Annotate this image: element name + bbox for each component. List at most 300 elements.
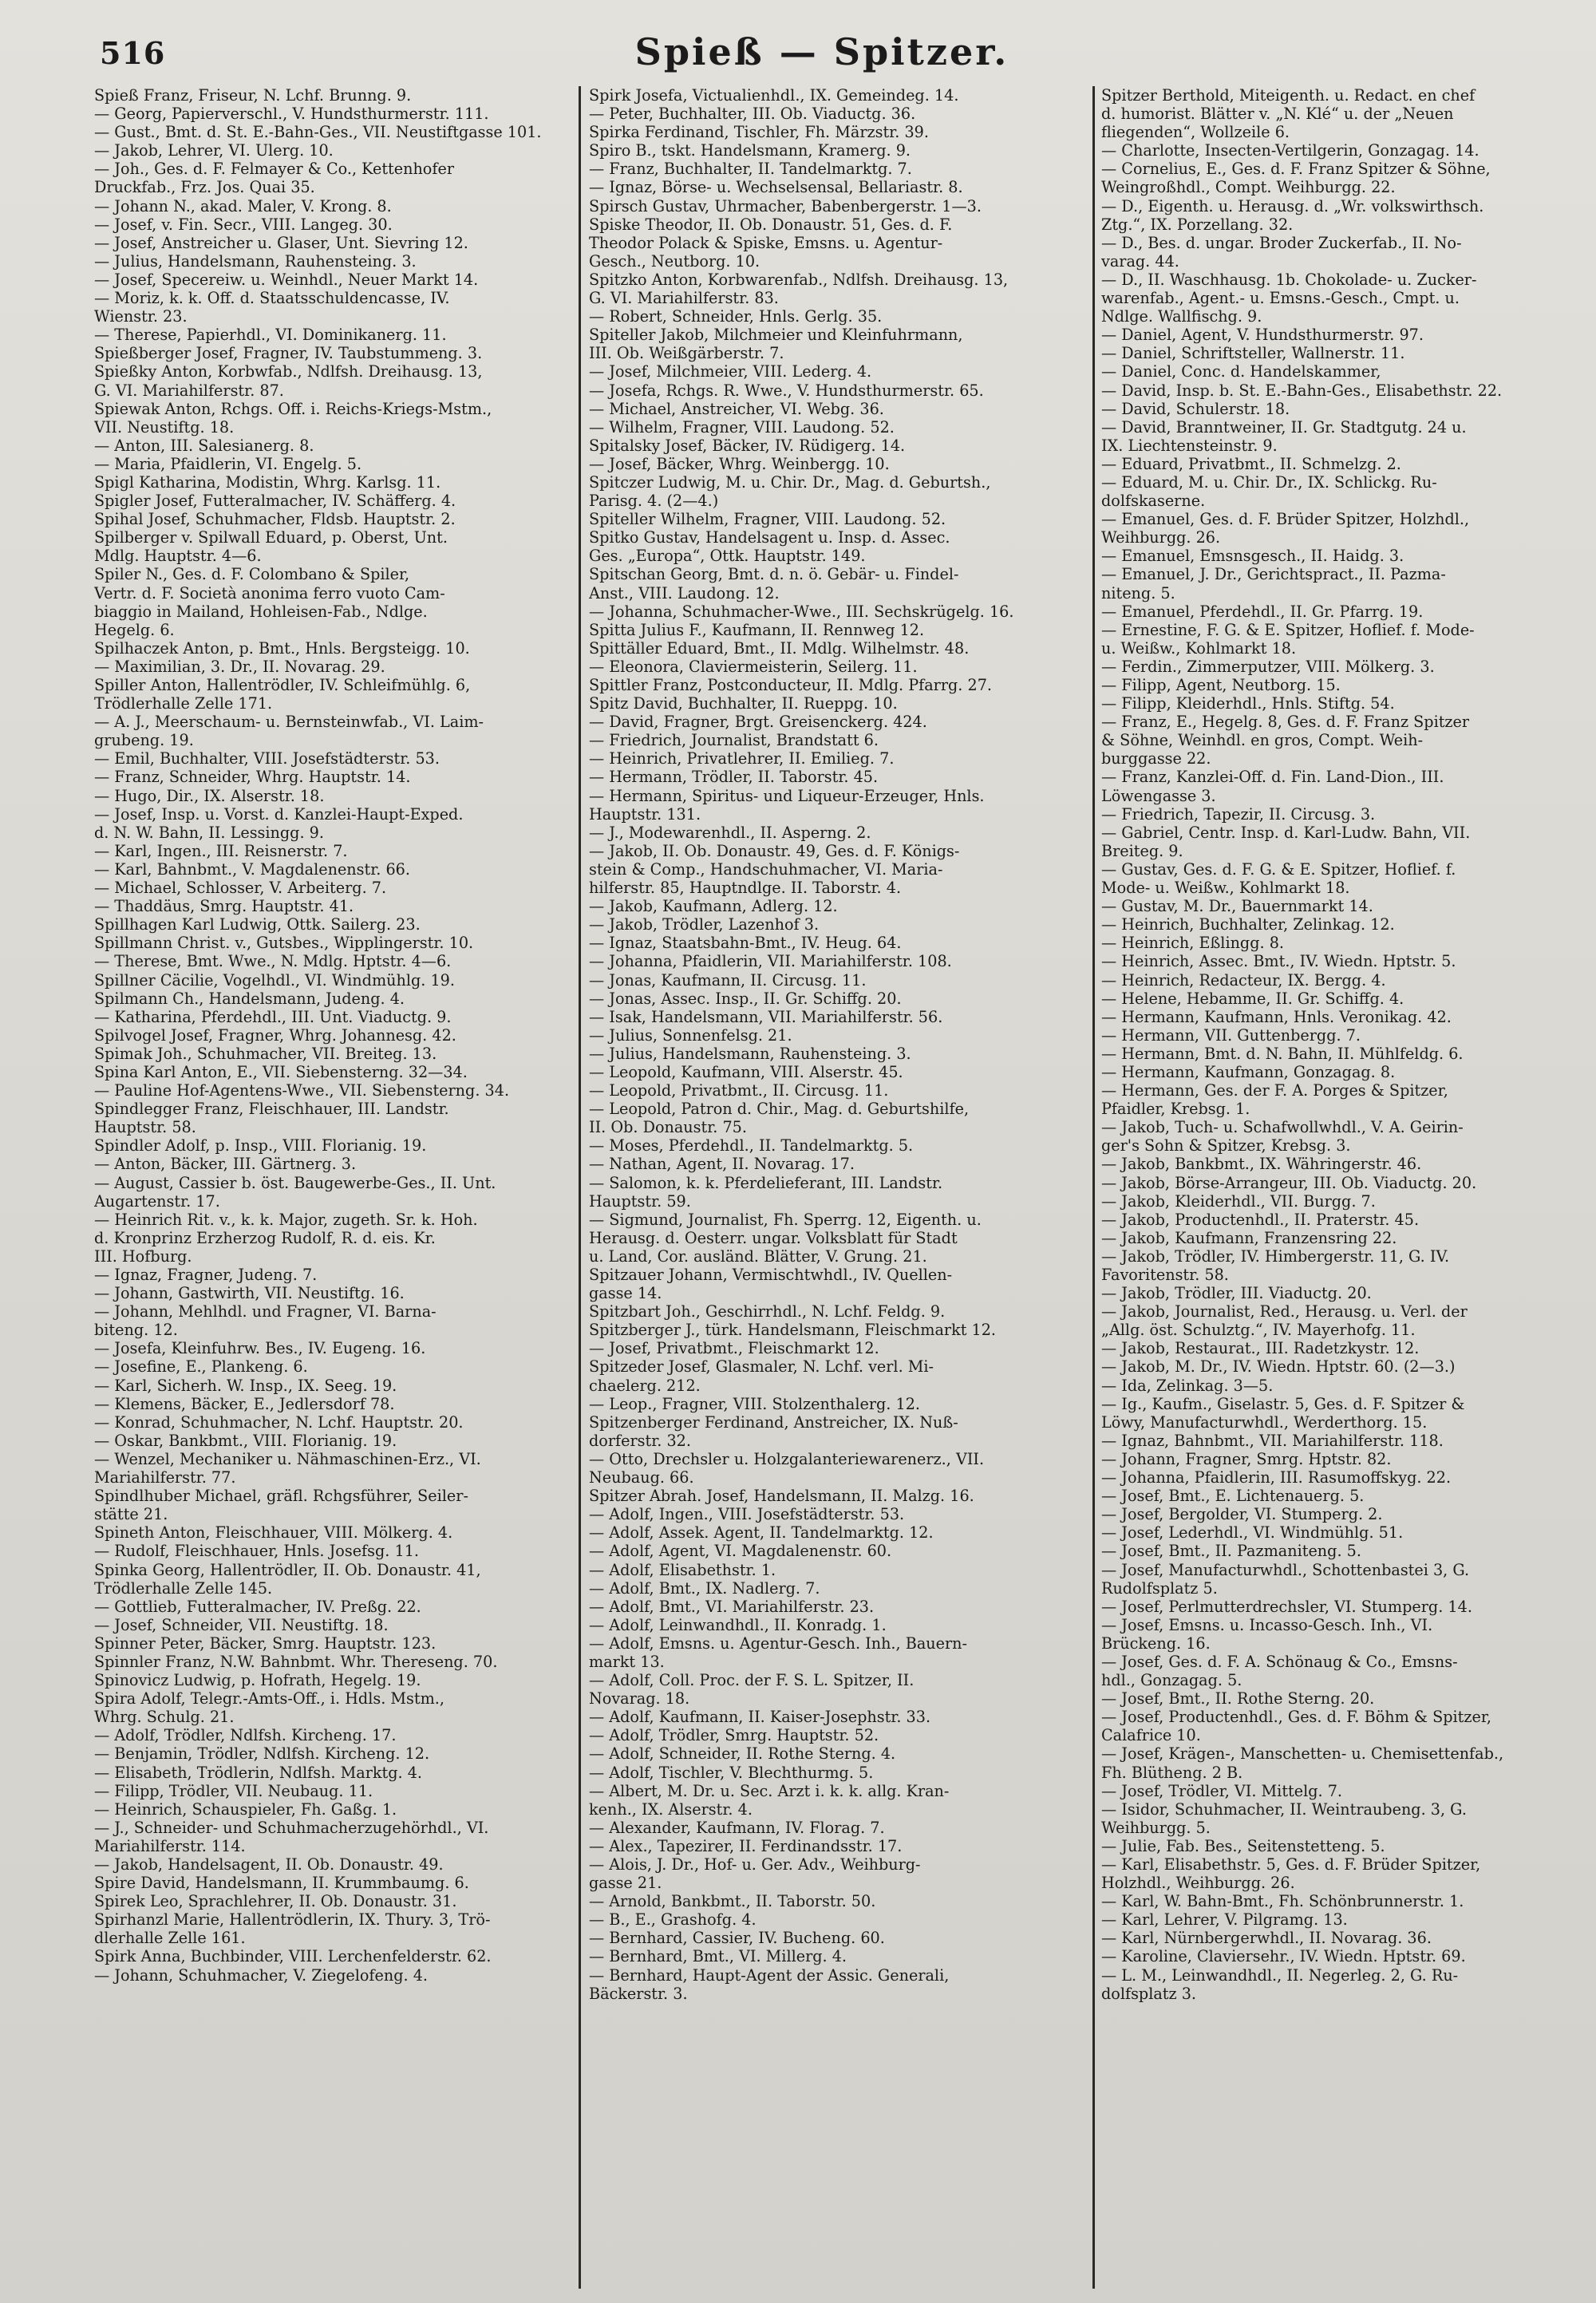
directory-entry: — Karl, Bahnbmt., V. Magdalenenstr. 66. xyxy=(94,859,410,879)
directory-entry: Spitzauer Johann, Vermischtwhdl., IV. Quellen- xyxy=(589,1266,953,1284)
directory-entry: d. Kronprinz Erzherzog Rudolf, R. d. eis. Kr. xyxy=(94,1228,436,1247)
directory-entry: — Alexander, Kaufmann, IV. Florag. 7. xyxy=(589,1818,885,1837)
directory-entry: — Jakob, Trödler, IV. Himbergerstr. 11, G. IV. xyxy=(1101,1246,1450,1266)
directory-entry: — Emanuel, Emsnsgesch., II. Haidg. 3. xyxy=(1101,547,1404,566)
column-divider xyxy=(579,86,581,2289)
directory-entry: Rudolfsplatz 5. xyxy=(1101,1578,1218,1598)
directory-entry: — Jakob, M. Dr., IV. Wiedn. Hptstr. 60. (2—3.) xyxy=(1101,1357,1456,1377)
directory-entry: — Karl, Ingen., III. Reisnerstr. 7. xyxy=(94,841,348,860)
directory-entry: — Johann N., akad. Maler, V. Krong. 8. xyxy=(94,196,392,215)
directory-entry: — Ignaz, Staatsbahn-Bmt., IV. Heug. 64. xyxy=(589,934,902,953)
directory-entry: — Hermann, Ges. der F. A. Porges & Spitzer, xyxy=(1101,1081,1448,1100)
directory-entry: — Heinrich, Schauspieler, Fh. Gaßg. 1. xyxy=(94,1799,397,1819)
directory-entry: — Ferdin., Zimmerputzer, VIII. Mölkerg. 3. xyxy=(1101,657,1435,676)
directory-entry: — Julius, Sonnenfelsg. 21. xyxy=(589,1025,792,1045)
directory-entry: — Daniel, Schriftsteller, Wallnerstr. 11. xyxy=(1101,344,1405,363)
directory-entry: Spigler Josef, Futteralmacher, IV. Schäfferg. 4. xyxy=(94,492,456,511)
directory-entry: Spitczer Ludwig, M. u. Chir. Dr., Mag. d. Geburtsh., xyxy=(589,472,991,492)
directory-entry: warenfab., Agent.- u. Emsns.-Gesch., Cmpt. u. xyxy=(1101,289,1460,308)
directory-entry: Parisg. 4. (2—4.) xyxy=(589,492,719,511)
directory-entry: Spitzberger J., türk. Handelsmann, Fleischmarkt 12. xyxy=(589,1321,997,1340)
columns xyxy=(94,86,1594,2289)
directory-entry: — Josef, Milchmeier, VIII. Lederg. 4. xyxy=(589,362,872,381)
directory-entry: — Jakob, Kleiderhdl., VII. Burgg. 7. xyxy=(1101,1191,1376,1211)
directory-entry: — Heinrich, Eßlingg. 8. xyxy=(1101,934,1285,953)
directory-entry: — Josef, Krägen-, Manschetten- u. Chemisettenfab., xyxy=(1101,1744,1504,1764)
directory-entry: — Franz, Buchhalter, II. Tandelmarktg. 7. xyxy=(589,160,912,179)
directory-entry: — Johanna, Pfaidlerin, III. Rasumoffskyg. 22. xyxy=(1101,1468,1452,1487)
directory-entry: Ztg.“, IX. Porzellang. 32. xyxy=(1101,215,1294,234)
directory-entry: III. Hofburg. xyxy=(94,1246,192,1266)
directory-entry: Spilmann Ch., Handelsmann, Judeng. 4. xyxy=(94,989,405,1008)
directory-entry: dolfsplatz 3. xyxy=(1101,1984,1197,2003)
directory-entry: Spina Karl Anton, E., VII. Siebensterng. 32—34. xyxy=(94,1062,468,1081)
directory-entry: Spitz David, Buchhalter, II. Rueppg. 10. xyxy=(589,694,898,713)
directory-entry: — Adolf, Bmt., VI. Mariahilferstr. 23. xyxy=(589,1597,875,1616)
directory-entry: Neubaug. 66. xyxy=(589,1468,694,1487)
directory-entry: — Emanuel, J. Dr., Gerichtspract., II. Pazma- xyxy=(1101,565,1446,584)
directory-entry: — Karl, Lehrer, V. Pilgramg. 13. xyxy=(1101,1910,1348,1930)
directory-entry: burggasse 22. xyxy=(1101,749,1211,768)
directory-entry: — Jakob, Kaufmann, Adlerg. 12. xyxy=(589,897,838,916)
directory-entry: Hauptstr. 58. xyxy=(94,1118,196,1137)
directory-entry: — Georg, Papierverschl., V. Hundsthurmerstr. 111. xyxy=(94,105,489,124)
column-3 xyxy=(1101,86,1590,2289)
directory-entry: — Ernestine, F. G. & E. Spitzer, Hoflief. f. Mode- xyxy=(1101,620,1475,639)
directory-entry: — Ig., Kaufm., Giselastr. 5, Ges. d. F. Spitzer & xyxy=(1101,1394,1465,1413)
directory-entry: — Rudolf, Fleischhauer, Hnls. Josefsg. 11. xyxy=(94,1542,420,1561)
directory-entry: — Michael, Anstreicher, VI. Webg. 36. xyxy=(589,399,884,418)
directory-entry: — Adolf, Trödler, Ndlfsh. Kircheng. 17. xyxy=(94,1726,397,1745)
directory-entry: — Jakob, Tuch- u. Schafwollwhdl., V. A. Geirin- xyxy=(1101,1118,1464,1137)
directory-entry: — Eleonora, Claviermeisterin, Seilerg. 11. xyxy=(589,657,918,676)
directory-entry: Hauptstr. 59. xyxy=(589,1191,691,1211)
directory-entry: — Moses, Pferdehdl., II. Tandelmarktg. 5. xyxy=(589,1136,914,1155)
directory-entry: — Anton, III. Salesianerg. 8. xyxy=(94,436,314,455)
directory-entry: & Söhne, Weinhdl. en gros, Compt. Weih- xyxy=(1101,731,1424,750)
directory-entry: — Gottlieb, Futteralmacher, IV. Preßg. 22. xyxy=(94,1597,421,1616)
directory-entry: — Franz, Schneider, Whrg. Hauptstr. 14. xyxy=(94,768,411,787)
directory-entry: G. VI. Mariahilferstr. 87. xyxy=(94,381,284,400)
directory-entry: Spinner Peter, Bäcker, Smrg. Hauptstr. 123. xyxy=(94,1633,437,1653)
directory-entry: — Josefa, Rchgs. R. Wwe., V. Hundsthurmerstr. 65. xyxy=(589,381,984,400)
directory-entry: Spitalsky Josef, Bäcker, IV. Rüdigerg. 14. xyxy=(589,436,906,455)
directory-entry: dorferstr. 32. xyxy=(589,1431,691,1450)
directory-entry: Hegelg. 6. xyxy=(94,620,175,639)
directory-entry: Druckfab., Frz. Jos. Quai 35. xyxy=(94,178,315,197)
directory-entry: — Johann, Schuhmacher, V. Ziegelofeng. 4. xyxy=(94,1965,429,1985)
directory-entry: Whrg. Schulg. 21. xyxy=(94,1708,235,1727)
directory-entry: biteng. 12. xyxy=(94,1321,178,1340)
directory-entry: — Johann, Fragner, Smrg. Hptstr. 82. xyxy=(1101,1449,1392,1468)
directory-entry: Anst., VIII. Laudong. 12. xyxy=(589,583,780,602)
directory-entry: — Karoline, Claviersehr., IV. Wiedn. Hptstr. 69. xyxy=(1101,1947,1466,1966)
directory-entry: Hauptstr. 131. xyxy=(589,804,701,824)
directory-entry: — Thaddäus, Smrg. Hauptstr. 41. xyxy=(94,897,354,916)
directory-entry: — Emanuel, Pferdehdl., II. Gr. Pfarrg. 19. xyxy=(1101,602,1424,621)
directory-entry: — Cornelius, E., Ges. d. F. Franz Spitzer & Söhne, xyxy=(1101,160,1491,179)
directory-entry: — Filipp, Trödler, VII. Neubaug. 11. xyxy=(94,1781,373,1800)
directory-entry: — Otto, Drechsler u. Holzgalanteriewarenerz., VII. xyxy=(589,1449,985,1468)
directory-entry: — Josefa, Kleinfuhrw. Bes., IV. Eugeng. 16. xyxy=(94,1339,426,1358)
directory-entry: — Adolf, Emsns. u. Agentur-Gesch. Inh., Bauern- xyxy=(589,1633,968,1653)
directory-entry: — Oskar, Bankbmt., VIII. Florianig. 19. xyxy=(94,1431,397,1450)
directory-entry: dolfskaserne. xyxy=(1101,492,1206,511)
directory-entry: — Jakob, Bankbmt., IX. Währingerstr. 46. xyxy=(1101,1155,1422,1174)
directory-entry: — Ida, Zelinkag. 3—5. xyxy=(1101,1376,1274,1395)
directory-entry: Spindlhuber Michael, gräfl. Rchgsführer, Seiler- xyxy=(94,1487,468,1506)
directory-entry: — Jakob, Börse-Arrangeur, III. Ob. Viaductg. 20. xyxy=(1101,1173,1477,1192)
directory-entry: Spiewak Anton, Rchgs. Off. i. Reichs-Kriegs-Mstm., xyxy=(94,399,492,418)
directory-entry: Spira Adolf, Telegr.-Amts-Off., i. Hdls. Mstm., xyxy=(94,1689,444,1708)
directory-entry: — Adolf, Schneider, II. Rothe Sterng. 4. xyxy=(589,1744,896,1764)
directory-entry: — Pauline Hof-Agentens-Wwe., VII. Siebensterng. 34. xyxy=(94,1081,510,1100)
directory-entry: — Adolf, Agent, VI. Magdalenenstr. 60. xyxy=(589,1542,892,1561)
directory-entry: — Julius, Handelsmann, Rauhensteing. 3. xyxy=(94,251,417,271)
directory-entry: Spinka Georg, Hallentrödler, II. Ob. Donaustr. 41, xyxy=(94,1560,481,1579)
directory-entry: — Josef, Bmt., II. Pazmaniteng. 5. xyxy=(1101,1542,1361,1561)
directory-entry: Spirk Anna, Buchbinder, VIII. Lerchenfelderstr. 62. xyxy=(94,1947,492,1966)
directory-entry: — D., Eigenth. u. Herausg. d. „Wr. volkswirthsch. xyxy=(1101,196,1484,215)
directory-entry: — Sigmund, Journalist, Fh. Sperrg. 12, Eigenth. u. xyxy=(589,1210,982,1229)
directory-entry: — David, Schulerstr. 18. xyxy=(1101,399,1290,418)
directory-entry: Spiller Anton, Hallentrödler, IV. Schleifmühlg. 6, xyxy=(94,676,471,694)
directory-entry: — Adolf, Ingen., VIII. Josefstädterstr. 53. xyxy=(589,1505,905,1524)
directory-entry: — Hermann, Bmt. d. N. Bahn, II. Mühlfeldg. 6. xyxy=(1101,1044,1464,1063)
directory-entry: Spitschan Georg, Bmt. d. n. ö. Gebär- u. Findel- xyxy=(589,565,959,584)
directory-entry: — Heinrich, Privatlehrer, II. Emilieg. 7. xyxy=(589,749,895,768)
directory-entry: Spiro B., tskt. Handelsmann, Kramerg. 9. xyxy=(589,141,911,160)
directory-entry: Spirka Ferdinand, Tischler, Fh. Märzstr. 39. xyxy=(589,123,929,142)
directory-entry: Spihal Josef, Schuhmacher, Fldsb. Hauptstr. 2. xyxy=(94,510,456,529)
directory-entry: Vertr. d. F. Società anonima ferro vuoto Cam- xyxy=(94,583,445,602)
directory-entry: — Johanna, Schuhmacher-Wwe., III. Sechskrügelg. 16. xyxy=(589,602,1014,621)
directory-entry: hilferstr. 85, Hauptndlge. II. Taborstr. 4. xyxy=(589,879,902,898)
directory-entry: Spirk Josefa, Victualienhdl., IX. Gemeindeg. 14. xyxy=(589,86,959,105)
directory-entry: — Friedrich, Tapezir, II. Circusg. 3. xyxy=(1101,804,1376,824)
column-2 xyxy=(589,86,1085,2289)
directory-entry: — Bernhard, Bmt., VI. Millerg. 4. xyxy=(589,1947,847,1966)
directory-entry: — Jonas, Kaufmann, II. Circusg. 11. xyxy=(589,970,867,990)
directory-entry: Spirsch Gustav, Uhrmacher, Babenbergerstr. 1—3. xyxy=(589,196,982,215)
directory-entry: — Josef, Perlmutterdrechsler, VI. Stumperg. 14. xyxy=(1101,1597,1472,1616)
directory-entry: — Isidor, Schuhmacher, II. Weintraubeng. 3, G. xyxy=(1101,1799,1467,1819)
directory-entry: Spimak Joh., Schuhmacher, VII. Breiteg. 13. xyxy=(94,1044,437,1063)
directory-entry: Spillmann Christ. v., Gutsbes., Wipplingerstr. 10. xyxy=(94,934,474,953)
directory-entry: — Josef, Ges. d. F. A. Schönaug & Co., Emsns- xyxy=(1101,1652,1458,1671)
directory-entry: Weihburgg. 26. xyxy=(1101,528,1221,547)
directory-entry: — Julius, Handelsmann, Rauhensteing. 3. xyxy=(589,1044,911,1063)
directory-entry: — Adolf, Coll. Proc. der F. S. L. Spitzer, II. xyxy=(589,1671,915,1690)
directory-entry: — Peter, Buchhalter, III. Ob. Viaductg. 36. xyxy=(589,105,916,124)
directory-entry: — Josef, Privatbmt., Fleischmarkt 12. xyxy=(589,1339,879,1358)
directory-entry: ger's Sohn & Spitzer, Krebsg. 3. xyxy=(1101,1136,1351,1155)
directory-entry: G. VI. Mariahilferstr. 83. xyxy=(589,289,779,308)
directory-entry: Spirek Leo, Sprachlehrer, II. Ob. Donaustr. 31. xyxy=(94,1892,457,1911)
directory-entry: — August, Cassier b. öst. Baugewerbe-Ges., II. Unt. xyxy=(94,1173,496,1192)
directory-entry: Spitzenberger Ferdinand, Anstreicher, IX. Nuß- xyxy=(589,1412,958,1432)
directory-entry: Spinnler Franz, N.W. Bahnbmt. Whr. Thereseng. 70. xyxy=(94,1652,498,1671)
directory-entry: kenh., IX. Alserstr. 4. xyxy=(589,1799,753,1819)
directory-entry: — David, Branntweiner, II. Gr. Stadtgutg. 24 u. xyxy=(1101,417,1467,437)
directory-entry: — Josef, Bergolder, VI. Stumperg. 2. xyxy=(1101,1505,1383,1524)
directory-entry: — Ignaz, Fragner, Judeng. 7. xyxy=(94,1266,318,1284)
directory-entry: Spillhagen Karl Ludwig, Ottk. Sailerg. 23. xyxy=(94,915,421,934)
directory-entry: — Benjamin, Trödler, Ndlfsh. Kircheng. 12. xyxy=(94,1744,430,1764)
directory-entry: — Julie, Fab. Bes., Seitenstetteng. 5. xyxy=(1101,1836,1385,1855)
directory-entry: — Karl, W. Bahn-Bmt., Fh. Schönbrunnerstr. 1. xyxy=(1101,1892,1464,1911)
directory-entry: Weingroßhdl., Compt. Weihburgg. 22. xyxy=(1101,178,1396,197)
directory-entry: — Heinrich, Redacteur, IX. Bergg. 4. xyxy=(1101,970,1386,990)
directory-entry: stein & Comp., Handschuhmacher, VI. Maria- xyxy=(589,859,943,879)
directory-entry: Augartenstr. 17. xyxy=(94,1191,220,1211)
directory-entry: Spießky Anton, Korbwfab., Ndlfsh. Dreihausg. 13, xyxy=(94,362,483,381)
directory-entry: stätte 21. xyxy=(94,1505,168,1524)
directory-entry: — Albert, M. Dr. u. Sec. Arzt i. k. k. allg. Kran- xyxy=(589,1781,950,1800)
directory-entry: — Maximilian, 3. Dr., II. Novarag. 29. xyxy=(94,657,385,676)
directory-entry: Spilvogel Josef, Fragner, Whrg. Johannesg. 42. xyxy=(94,1025,456,1045)
directory-entry: Ges. „Europa“, Ottk. Hauptstr. 149. xyxy=(589,547,866,566)
directory-entry: — Eduard, Privatbmt., II. Schmelzg. 2. xyxy=(1101,454,1401,473)
directory-entry: — Klemens, Bäcker, E., Jedlersdorf 78. xyxy=(94,1394,395,1413)
directory-entry: u. Weißw., Kohlmarkt 18. xyxy=(1101,638,1297,658)
directory-entry: — Charlotte, Insecten-Vertilgerin, Gonzagag. 14. xyxy=(1101,141,1479,160)
directory-entry: — Bernhard, Haupt-Agent der Assic. Generali, xyxy=(589,1965,950,1985)
directory-entry: — Jakob, Productenhdl., II. Praterstr. 45. xyxy=(1101,1210,1420,1229)
directory-entry: — Josef, Productenhdl., Ges. d. F. Böhm & Spitzer, xyxy=(1101,1708,1491,1727)
directory-entry: Spiteller Jakob, Milchmeier und Kleinfuhrmann, xyxy=(589,326,963,345)
directory-entry: — Isak, Handelsmann, VII. Mariahilferstr. 56. xyxy=(589,1007,943,1026)
directory-entry: „Allg. öst. Schulztg.“, IV. Mayerhofg. 11. xyxy=(1101,1321,1416,1340)
directory-entry: — Maria, Pfaidlerin, VI. Engelg. 5. xyxy=(94,454,362,473)
directory-entry: — Adolf, Elisabethstr. 1. xyxy=(589,1560,776,1579)
directory-entry: Spilhaczek Anton, p. Bmt., Hnls. Bergsteigg. 10. xyxy=(94,638,470,658)
directory-entry: Fh. Blütheng. 2 B. xyxy=(1101,1763,1243,1782)
directory-entry: — Daniel, Agent, V. Hundsthurmerstr. 97. xyxy=(1101,326,1424,345)
directory-entry: Spiler N., Ges. d. F. Colombano & Spiler, xyxy=(94,565,410,584)
directory-entry: — Josef, Specereiw. u. Weinhdl., Neuer Markt 14. xyxy=(94,270,479,289)
directory-entry: Spindlegger Franz, Fleischhauer, III. Landstr. xyxy=(94,1100,449,1119)
directory-entry: Mdlg. Hauptstr. 4—6. xyxy=(94,547,262,566)
directory-entry: Spittler Franz, Postconducteur, II. Mdlg. Pfarrg. 27. xyxy=(589,676,993,694)
directory-entry: — Jakob, Restaurat., III. Radetzkystr. 12. xyxy=(1101,1339,1420,1358)
directory-entry: varag. 44. xyxy=(1101,251,1179,271)
directory-entry: — Gust., Bmt. d. St. E.-Bahn-Ges., VII. Neustiftgasse 101. xyxy=(94,123,542,142)
directory-entry: — Heinrich, Buchhalter, Zelinkag. 12. xyxy=(1101,915,1395,934)
directory-entry: — Arnold, Bankbmt., II. Taborstr. 50. xyxy=(589,1892,876,1911)
directory-entry: — J., Schneider- und Schuhmacherzugehörhdl., VI. xyxy=(94,1818,489,1837)
directory-entry: — Josef, Bmt., II. Rothe Sterng. 20. xyxy=(1101,1689,1375,1708)
directory-entry: — Filipp, Agent, Neutborg. 15. xyxy=(1101,676,1341,694)
directory-entry: — David, Fragner, Brgt. Greisenckerg. 424. xyxy=(589,713,927,732)
directory-entry: II. Ob. Donaustr. 75. xyxy=(589,1118,747,1137)
directory-entry: Spinovicz Ludwig, p. Hofrath, Hegelg. 19. xyxy=(94,1671,421,1690)
directory-entry: gasse 14. xyxy=(589,1284,662,1303)
directory-entry: — Heinrich, Assec. Bmt., IV. Wiedn. Hptstr. 5. xyxy=(1101,952,1456,971)
directory-entry: — Therese, Papierhdl., VI. Dominikanerg. 11. xyxy=(94,326,447,345)
directory-entry: — Adolf, Trödler, Smrg. Hauptstr. 52. xyxy=(589,1726,879,1745)
directory-entry: Holzhdl., Weihburgg. 26. xyxy=(1101,1874,1295,1893)
directory-entry: Mariahilferstr. 114. xyxy=(94,1836,246,1855)
directory-entry: — Heinrich Rit. v., k. k. Major, zugeth. Sr. k. Hoh. xyxy=(94,1210,478,1229)
directory-entry: — D., Bes. d. ungar. Broder Zuckerfab., II. No- xyxy=(1101,233,1462,252)
directory-entry: — Jakob, II. Ob. Donaustr. 49, Ges. d. F. Königs- xyxy=(589,841,960,860)
directory-entry: — Elisabeth, Trödlerin, Ndlfsh. Marktg. 4. xyxy=(94,1763,423,1782)
directory-entry: — Konrad, Schuhmacher, N. Lchf. Hauptstr. 20. xyxy=(94,1412,464,1432)
directory-entry: — Michael, Schlosser, V. Arbeiterg. 7. xyxy=(94,879,387,898)
directory-entry: — Jakob, Trödler, III. Viaductg. 20. xyxy=(1101,1284,1372,1303)
directory-entry: VII. Neustiftg. 18. xyxy=(94,417,235,437)
directory-entry: — Adolf, Kaufmann, II. Kaiser-Josephstr. 33. xyxy=(589,1708,931,1727)
directory-entry: Löwengasse 3. xyxy=(1101,786,1216,805)
directory-entry: Spießberger Josef, Fragner, IV. Taubstummeng. 3. xyxy=(94,344,483,363)
directory-entry: — Helene, Hebamme, II. Gr. Schiffg. 4. xyxy=(1101,989,1404,1008)
page-header xyxy=(100,30,1544,78)
directory-entry: — B., E., Grashofg. 4. xyxy=(589,1910,757,1930)
directory-entry: u. Land, Cor. ausländ. Blätter, V. Grung. 21. xyxy=(589,1246,927,1266)
directory-entry: Spitzbart Joh., Geschirrhdl., N. Lchf. Feldg. 9. xyxy=(589,1302,946,1321)
directory-entry: Spieß Franz, Friseur, N. Lchf. Brunng. 9. xyxy=(94,86,412,105)
directory-entry: — D., II. Waschhausg. 1b. Chokolade- u. Zucker- xyxy=(1101,270,1477,289)
directory-entry: — Johann, Gastwirth, VII. Neustiftg. 16. xyxy=(94,1284,405,1303)
directory-entry: — Katharina, Pferdehdl., III. Unt. Viaductg. 9. xyxy=(94,1007,452,1026)
directory-entry: — Hugo, Dir., IX. Alserstr. 18. xyxy=(94,786,325,805)
directory-entry: — Wilhelm, Fragner, VIII. Laudong. 52. xyxy=(589,417,895,437)
column-1 xyxy=(94,86,571,2289)
directory-entry: — Therese, Bmt. Wwe., N. Mdlg. Hptstr. 4—6. xyxy=(94,952,452,971)
directory-entry: Gesch., Neutborg. 10. xyxy=(589,251,760,271)
directory-entry: Spillner Cäcilie, Vogelhdl., VI. Windmühlg. 19. xyxy=(94,970,455,990)
directory-entry: — Jakob, Journalist, Red., Herausg. u. Verl. der xyxy=(1101,1302,1468,1321)
directory-entry: — Adolf, Leinwandhdl., II. Konradg. 1. xyxy=(589,1615,887,1634)
directory-entry: III. Ob. Weißgärberstr. 7. xyxy=(589,344,784,363)
directory-entry: — Jakob, Handelsagent, II. Ob. Donaustr. 49. xyxy=(94,1855,444,1874)
directory-entry: Calafrice 10. xyxy=(1101,1726,1201,1745)
page-number: 516 xyxy=(100,35,166,71)
directory-entry: — Eduard, M. u. Chir. Dr., IX. Schlickg. Ru- xyxy=(1101,472,1437,492)
directory-entry: Mode- u. Weißw., Kohlmarkt 18. xyxy=(1101,879,1350,898)
directory-entry: — Nathan, Agent, II. Novarag. 17. xyxy=(589,1155,855,1174)
directory-entry: Spitko Gustav, Handelsagent u. Insp. d. Assec. xyxy=(589,528,950,547)
directory-entry: — Jakob, Lehrer, VI. Ulerg. 10. xyxy=(94,141,334,160)
directory-entry: Trödlerhalle Zelle 145. xyxy=(94,1578,273,1598)
directory-entry: Herausg. d. Oesterr. ungar. Volksblatt für Stadt xyxy=(589,1228,958,1247)
directory-entry: — Hermann, Trödler, II. Taborstr. 45. xyxy=(589,768,879,787)
directory-entry: — Jakob, Kaufmann, Franzensring 22. xyxy=(1101,1228,1397,1247)
directory-entry: Spire David, Handelsmann, II. Krummbaumg. 6. xyxy=(94,1874,469,1893)
directory-entry: — Hermann, Kaufmann, Gonzagag. 8. xyxy=(1101,1062,1396,1081)
directory-entry: — Alex., Tapezirer, II. Ferdinandsstr. 17. xyxy=(589,1836,903,1855)
directory-entry: Spineth Anton, Fleischhauer, VIII. Mölkerg. 4. xyxy=(94,1523,453,1543)
directory-entry: Spitzko Anton, Korbwarenfab., Ndlfsh. Dreihausg. 13, xyxy=(589,270,1009,289)
directory-entry: — Josef, Anstreicher u. Glaser, Unt. Sievring 12. xyxy=(94,233,468,252)
directory-entry: Spindler Adolf, p. Insp., VIII. Florianig. 19. xyxy=(94,1136,427,1155)
directory-entry: Mariahilferstr. 77. xyxy=(94,1468,236,1487)
directory-entry: Trödlerhalle Zelle 171. xyxy=(94,694,273,713)
directory-entry: — Bernhard, Cassier, IV. Bucheng. 60. xyxy=(589,1929,885,1948)
directory-entry: — Emanuel, Ges. d. F. Brüder Spitzer, Holzhdl., xyxy=(1101,510,1470,529)
directory-entry: — Gustav, Ges. d. F. G. & E. Spitzer, Hoflief. f. xyxy=(1101,859,1456,879)
directory-entry: — Ignaz, Bahnbmt., VII. Mariahilferstr. 118. xyxy=(1101,1431,1444,1450)
directory-entry: — Adolf, Assek. Agent, II. Tandelmarktg. 12. xyxy=(589,1523,934,1543)
directory-entry: — Moriz, k. k. Off. d. Staatsschuldencasse, IV. xyxy=(94,289,450,308)
directory-entry: markt 13. xyxy=(589,1652,665,1671)
directory-entry: — Friedrich, Journalist, Brandstatt 6. xyxy=(589,731,879,750)
directory-entry: — Jakob, Trödler, Lazenhof 3. xyxy=(589,915,820,934)
directory-entry: Novarag. 18. xyxy=(589,1689,690,1708)
directory-entry: Spittäller Eduard, Bmt., II. Mdlg. Wilhelmstr. 48. xyxy=(589,638,970,658)
directory-entry: Weihburgg. 5. xyxy=(1101,1818,1211,1837)
directory-entry: — Josef, Schneider, VII. Neustiftg. 18. xyxy=(94,1615,389,1634)
directory-entry: — Josef, Trödler, VI. Mittelg. 7. xyxy=(1101,1781,1343,1800)
directory-entry: biaggio in Mailand, Hohleisen-Fab., Ndlge. xyxy=(94,602,428,621)
directory-entry: Pfaidler, Krebsg. 1. xyxy=(1101,1100,1250,1119)
directory-entry: — Josef, Lederhdl., VI. Windmühlg. 51. xyxy=(1101,1523,1404,1543)
directory-entry: — Hermann, Spiritus- und Liqueur-Erzeuger, Hnls. xyxy=(589,786,985,805)
directory-entry: — Ignaz, Börse- u. Wechselsensal, Bellariastr. 8. xyxy=(589,178,963,197)
directory-entry: — Josef, Emsns. u. Incasso-Gesch. Inh., VI. xyxy=(1101,1615,1433,1634)
directory-entry: — Gustav, M. Dr., Bauernmarkt 14. xyxy=(1101,897,1373,916)
directory-entry: Spiteller Wilhelm, Fragner, VIII. Laudong. 52. xyxy=(589,510,946,529)
directory-entry: Spitta Julius F., Kaufmann, II. Rennweg 12. xyxy=(589,620,925,639)
directory-entry: d. N. W. Bahn, II. Lessingg. 9. xyxy=(94,823,324,842)
directory-entry: — Josef, Bmt., E. Lichtenauerg. 5. xyxy=(1101,1487,1365,1506)
directory-entry: — L. M., Leinwandhdl., II. Negerleg. 2, G. Ru- xyxy=(1101,1965,1459,1985)
directory-entry: Bäckerstr. 3. xyxy=(589,1984,688,2003)
directory-entry: Brückeng. 16. xyxy=(1101,1633,1211,1653)
directory-entry: Spitzeder Josef, Glasmaler, N. Lchf. verl. Mi- xyxy=(589,1357,934,1377)
directory-entry: — Adolf, Tischler, V. Blechthurmg. 5. xyxy=(589,1763,874,1782)
directory-entry: Favoritenstr. 58. xyxy=(1101,1266,1229,1284)
directory-entry: Breiteg. 9. xyxy=(1101,841,1183,860)
directory-entry: Löwy, Manufacturwhdl., Werderthorg. 15. xyxy=(1101,1412,1428,1432)
directory-entry: — Karl, Elisabethstr. 5, Ges. d. F. Brüder Spitzer, xyxy=(1101,1855,1481,1874)
directory-entry: Ndlge. Wallfischg. 9. xyxy=(1101,307,1262,326)
directory-entry: dlerhalle Zelle 161. xyxy=(94,1929,246,1948)
directory-entry: — Leopold, Kaufmann, VIII. Alserstr. 45. xyxy=(589,1062,903,1081)
directory-entry: — A. J., Meerschaum- u. Bernsteinwfab., VI. Laim- xyxy=(94,713,484,732)
directory-entry: — Karl, Sicherh. W. Insp., IX. Seeg. 19. xyxy=(94,1376,397,1395)
directory-entry: — Joh., Ges. d. F. Felmayer & Co., Kettenhofer xyxy=(94,160,454,179)
directory-entry: — Franz, E., Hegelg. 8, Ges. d. F. Franz Spitzer xyxy=(1101,713,1470,732)
directory-entry: — Franz, Kanzlei-Off. d. Fin. Land-Dion., III. xyxy=(1101,768,1444,787)
directory-entry: fliegenden“, Wollzeile 6. xyxy=(1101,123,1290,142)
column-divider xyxy=(1092,86,1095,2289)
directory-entry: Spigl Katharina, Modistin, Whrg. Karlsg. 11. xyxy=(94,472,441,492)
directory-entry: — J., Modewarenhdl., II. Asperng. 2. xyxy=(589,823,871,842)
directory-entry: — Wenzel, Mechaniker u. Nähmaschinen-Erz., VI. xyxy=(94,1449,481,1468)
directory-entry: — Filipp, Kleiderhdl., Hnls. Stiftg. 54. xyxy=(1101,694,1395,713)
directory-entry: — Karl, Nürnbergerwhdl., II. Novarag. 36. xyxy=(1101,1929,1432,1948)
directory-entry: chaelerg. 212. xyxy=(589,1376,701,1395)
directory-entry: Spitzer Berthold, Miteigenth. u. Redact. en chef xyxy=(1101,86,1476,105)
directory-entry: grubeng. 19. xyxy=(94,731,194,750)
directory-entry: — Emil, Buchhalter, VIII. Josefstädterstr. 53. xyxy=(94,749,440,768)
directory-entry: — Alois, J. Dr., Hof- u. Ger. Adv., Weihburg- xyxy=(589,1855,921,1874)
directory-entry: — Josef, v. Fin. Secr., VIII. Langeg. 30. xyxy=(94,215,393,234)
directory-entry: d. humorist. Blätter v. „N. Klé“ u. der „Neuen xyxy=(1101,105,1454,124)
directory-entry: — David, Insp. b. St. E.-Bahn-Ges., Elisabethstr. 22. xyxy=(1101,381,1503,400)
directory-entry: — Daniel, Conc. d. Handelskammer, xyxy=(1101,362,1381,381)
directory-entry: Spiske Theodor, II. Ob. Donaustr. 51, Ges. d. F. xyxy=(589,215,953,234)
directory-entry: — Hermann, Kaufmann, Hnls. Veronikag. 42. xyxy=(1101,1007,1452,1026)
directory-entry: — Leop., Fragner, VIII. Stolzenthalerg. 12. xyxy=(589,1394,921,1413)
directory-entry: Spilberger v. Spilwall Eduard, p. Oberst, Unt. xyxy=(94,528,448,547)
directory-entry: Wienstr. 23. xyxy=(94,307,188,326)
directory-entry: — Hermann, VII. Guttenbergg. 7. xyxy=(1101,1025,1361,1045)
directory-entry: — Josef, Bäcker, Whrg. Weinbergg. 10. xyxy=(589,454,890,473)
directory-entry: — Johanna, Pfaidlerin, VII. Mariahilferstr. 108. xyxy=(589,952,952,971)
